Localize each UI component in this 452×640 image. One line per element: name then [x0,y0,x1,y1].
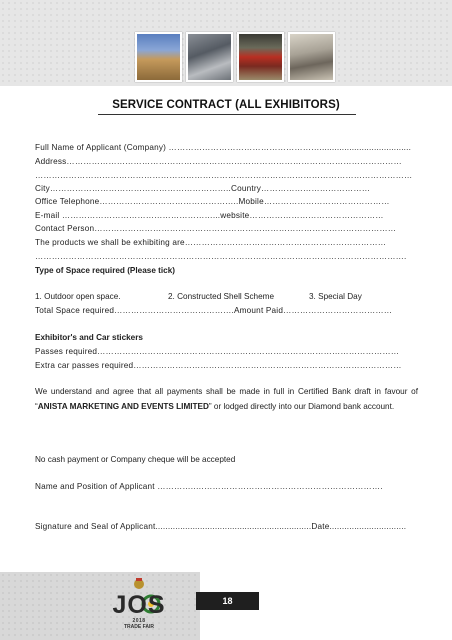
agreement-text-end: ” or lodged directly into our Diamond bank account. [208,402,395,411]
page-number: 18 [196,592,259,610]
stickers-heading: Exhibitor's and Car stickers [35,333,143,342]
signature-field: Signature and Seal of Applicant...............................................................Date............................... [35,522,407,531]
office-mobile-field: Office Telephone…………………………………………..Mobile……………………………………… [35,197,390,206]
contact-person-field: Contact Person……………………………………………………………………………………………… [35,224,397,233]
rock-landscape-photo [135,32,182,82]
address-field: Address………………………………………………………………………………………………………… [35,157,402,166]
company-name: ANISTA MARKETING AND EVENTS LIMITED [37,402,209,411]
industrial-site-photo [186,32,233,82]
blank-line: ……………………………………………………………………………………………………………………… [35,171,413,180]
extra-passes-field: Extra car passes required…………………………………………………………………………………… [35,361,402,370]
page-title: SERVICE CONTRACT (ALL EXHIBITORS) [112,99,340,111]
tractor-photo [237,32,284,82]
logo-year: 2018 [132,618,146,624]
construction-photo [288,32,335,82]
header-photo-strip [135,32,335,82]
agreement-text: We understand and agree that all payments shall be made in full in Certified Bank draft in favour of “ [35,387,418,411]
logo-text: JOS [112,591,166,619]
passes-field: Passes required……………………………………………………………………………………………… [35,347,400,356]
title-underline [98,114,356,115]
city-country-field: City………………………………………………………..Country………………………………… [35,184,371,193]
products-field: The products we shall be exhibiting are……………………………………………………………… [35,238,387,247]
space-option-shell: 2. Constructed Shell Scheme [168,292,275,301]
agreement-paragraph [35,384,418,414]
no-cash-note: No cash payment or Company cheque will be accepted [35,455,236,464]
space-option-special: 3. Special Day [309,292,362,301]
name-position-field: Name and Position of Applicant …………..…………………………………………………………. [35,482,383,491]
email-website-field: E-mail ………………………………………………...website………………………………………… [35,211,384,220]
space-type-heading: Type of Space required (Please tick) [35,266,175,275]
blank-line: ……………………………………………………………………………………………………………………. [35,252,407,261]
full-name-field: Full Name of Applicant (Company) ………………………………………………..................................... [35,143,412,152]
logo-subtitle: TRADE FAIR [124,624,154,630]
space-option-outdoor: 1. Outdoor open space. [35,292,121,301]
total-space-field: Total Space required…………………………………….Amount Paid………………………………… [35,306,393,315]
